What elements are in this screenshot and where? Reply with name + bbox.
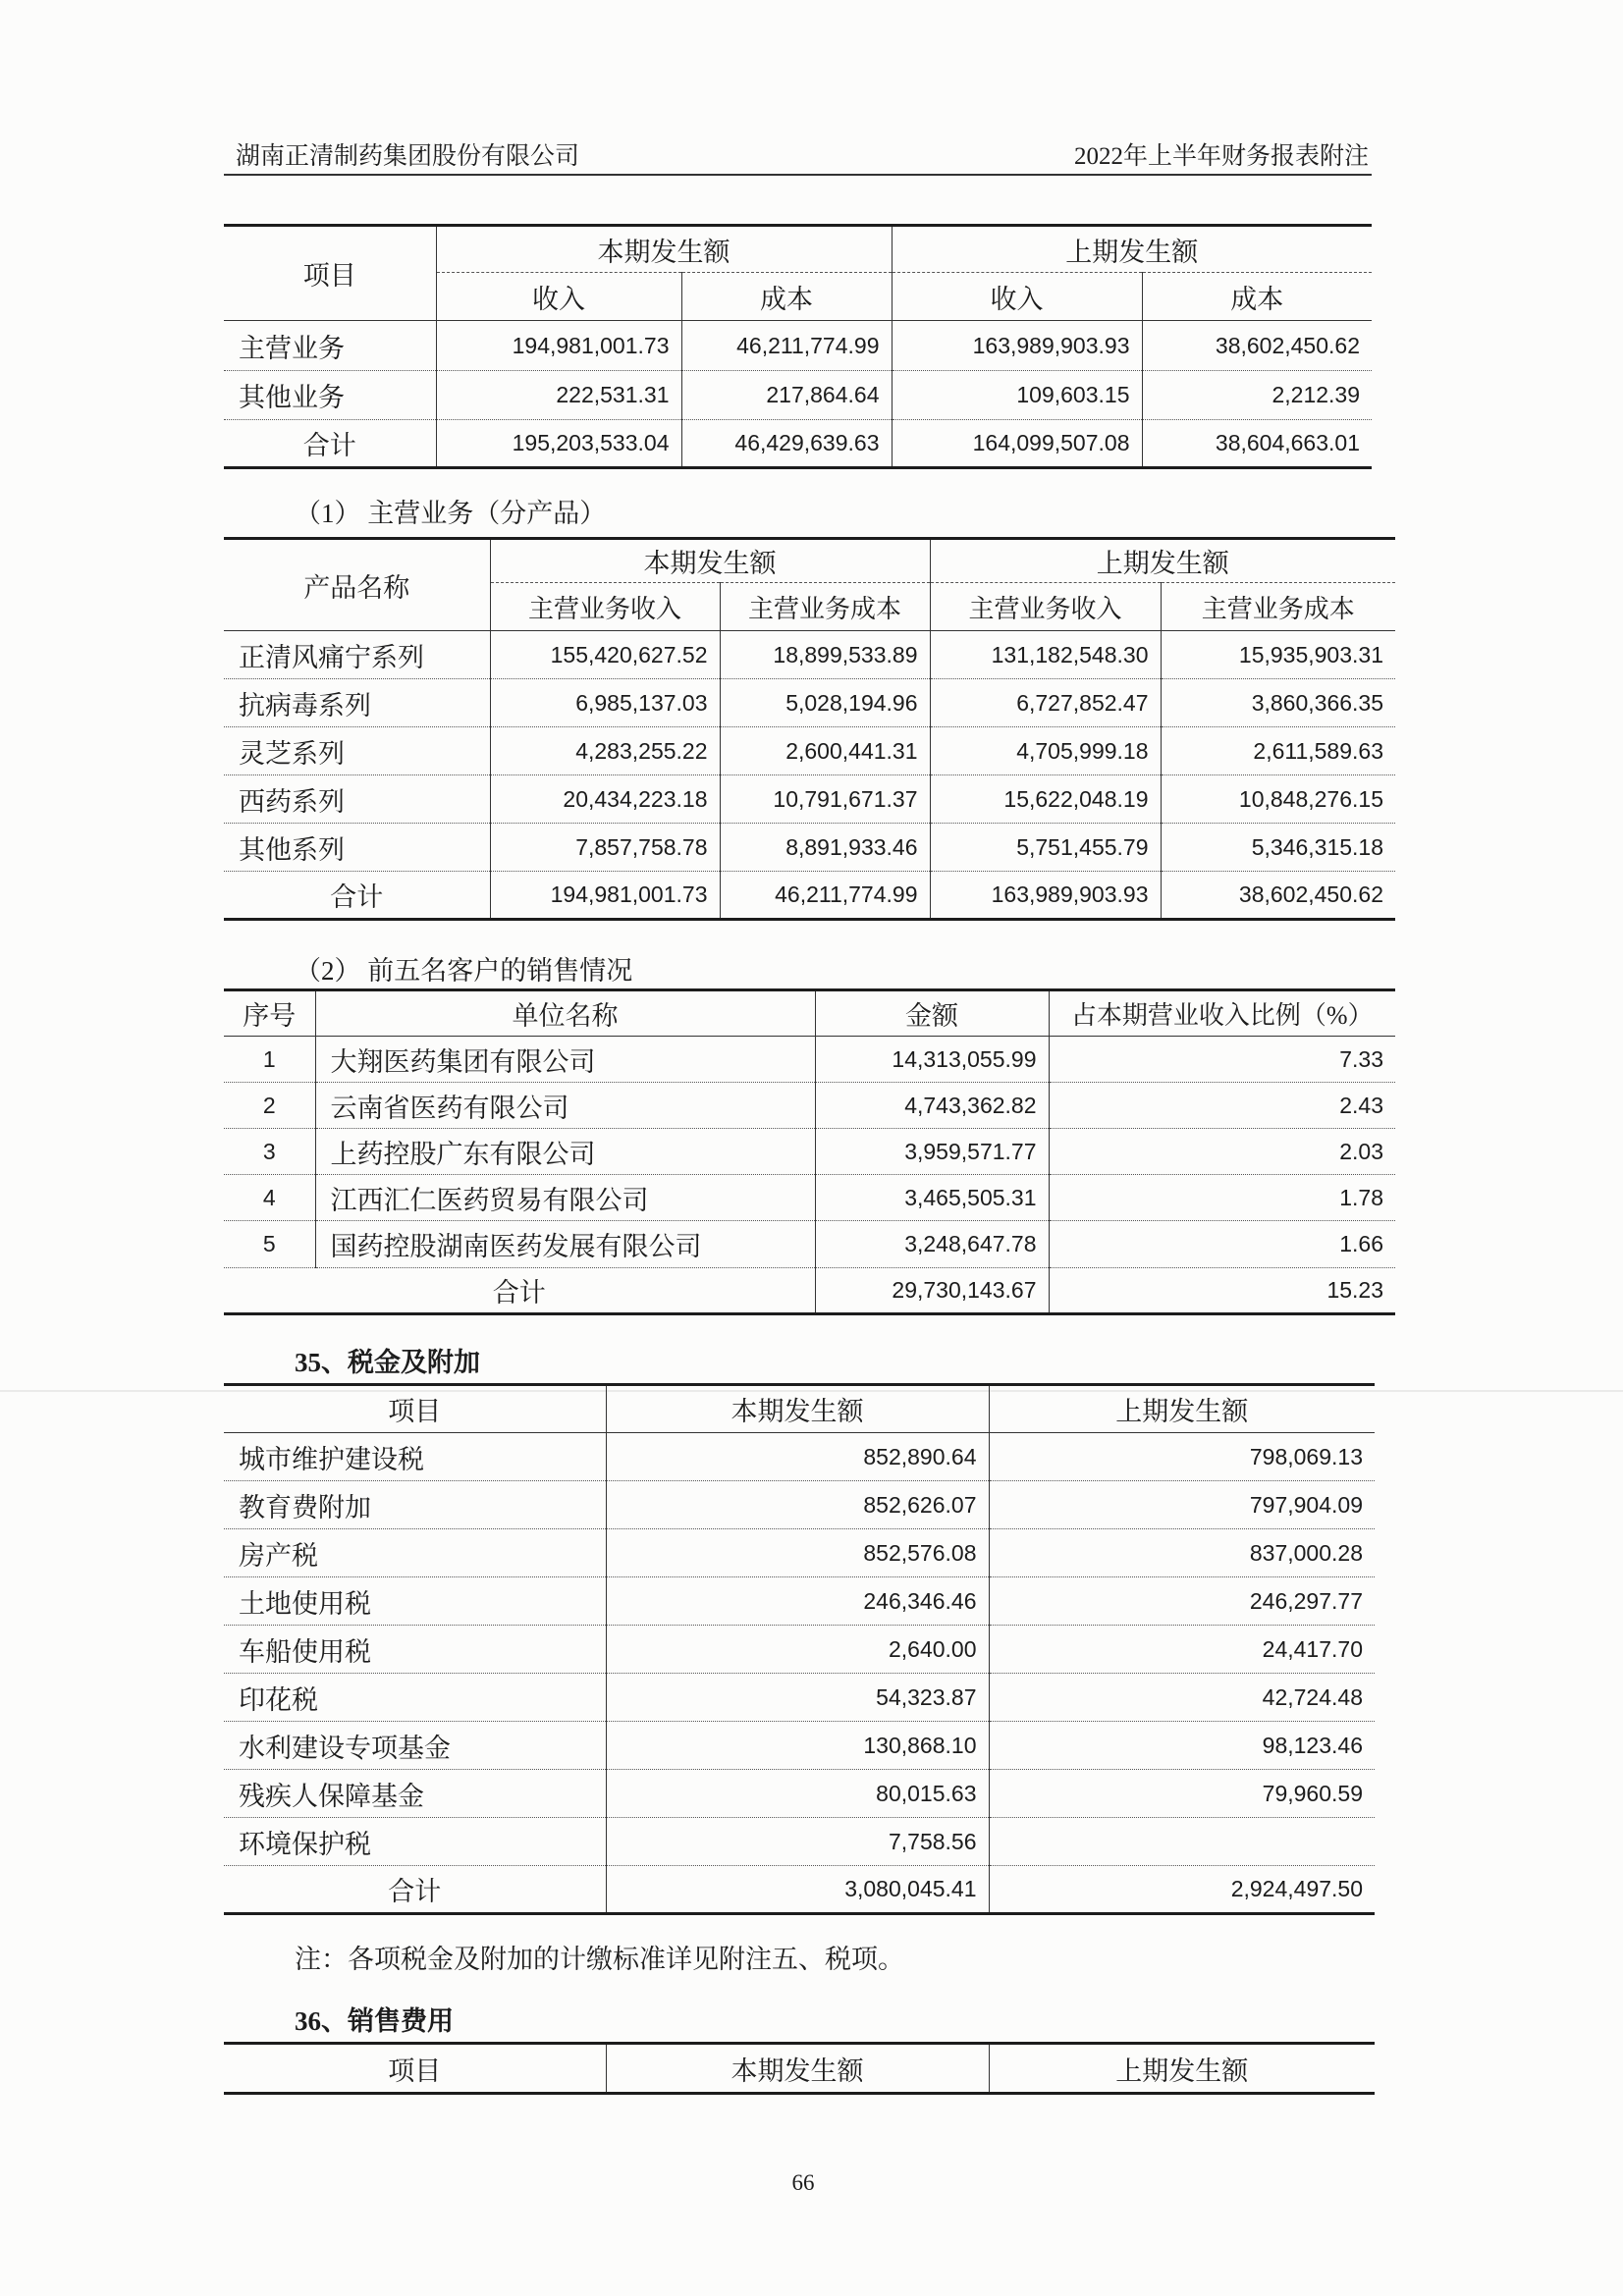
row-number: 5 xyxy=(224,1221,315,1268)
amount-cell: 3,248,647.78 xyxy=(815,1221,1049,1268)
customer-name: 上药控股广东有限公司 xyxy=(315,1129,815,1175)
total-label: 合计 xyxy=(224,1268,815,1314)
tax-item: 环境保护税 xyxy=(224,1818,606,1866)
column-header-current: 本期发生额 xyxy=(606,2044,989,2094)
current-cost-cell: 5,028,194.96 xyxy=(720,679,930,727)
table-row xyxy=(224,727,1395,775)
current-income-cell: 222,531.31 xyxy=(436,371,681,420)
top-customers-table xyxy=(224,988,1395,1315)
tax-item: 房产税 xyxy=(224,1529,606,1577)
table-row xyxy=(224,1083,1395,1129)
product-name: 灵芝系列 xyxy=(224,727,490,775)
page-number: 66 xyxy=(791,2170,815,2195)
total-label: 合计 xyxy=(224,420,436,468)
column-header-item: 项目 xyxy=(224,2044,606,2094)
prior-total: 2,924,497.50 xyxy=(989,1866,1375,1914)
current-cost-cell: 18,899,533.89 xyxy=(720,631,930,679)
current-cost-total: 46,429,639.63 xyxy=(681,420,892,468)
current-amount: 7,758.56 xyxy=(606,1818,989,1866)
prior-cost-cell: 10,848,276.15 xyxy=(1161,775,1395,824)
current-cost-total: 46,211,774.99 xyxy=(720,872,930,920)
amount-cell: 3,465,505.31 xyxy=(815,1175,1049,1221)
customer-name: 云南省医药有限公司 xyxy=(315,1083,815,1129)
total-label: 合计 xyxy=(224,872,490,920)
tax-item: 土地使用税 xyxy=(224,1577,606,1626)
prior-income-cell: 4,705,999.18 xyxy=(930,727,1161,775)
product-name: 抗病毒系列 xyxy=(224,679,490,727)
customer-section-title: （2） 前五名客户的销售情况 xyxy=(295,956,633,986)
column-header-amount: 金额 xyxy=(815,990,1049,1037)
total-row xyxy=(224,1866,1375,1914)
current-amount: 852,890.64 xyxy=(606,1433,989,1481)
current-amount: 852,576.08 xyxy=(606,1529,989,1577)
current-cost-cell: 217,864.64 xyxy=(681,371,892,420)
prior-amount xyxy=(989,1818,1375,1866)
current-amount: 54,323.87 xyxy=(606,1674,989,1722)
ratio-cell: 7.33 xyxy=(1049,1037,1395,1083)
current-amount: 80,015.63 xyxy=(606,1770,989,1818)
column-header-prior: 上期发生额 xyxy=(989,1385,1375,1433)
selling-section-title: 36、销售费用 xyxy=(295,2006,454,2036)
row-number: 3 xyxy=(224,1129,315,1175)
table-row xyxy=(224,1481,1375,1529)
prior-income-cell: 6,727,852.47 xyxy=(930,679,1161,727)
current-cost-cell: 8,891,933.46 xyxy=(720,824,930,872)
customer-name: 大翔医药集团有限公司 xyxy=(315,1037,815,1083)
column-header-no: 序号 xyxy=(224,990,315,1037)
prior-income-cell: 15,622,048.19 xyxy=(930,775,1161,824)
prior-income-cell: 5,751,455.79 xyxy=(930,824,1161,872)
table-row xyxy=(224,321,1372,371)
table-row xyxy=(224,679,1395,727)
prior-income-total: 163,989,903.93 xyxy=(930,872,1161,920)
row-number: 4 xyxy=(224,1175,315,1221)
column-header-current-cost: 成本 xyxy=(681,273,892,321)
header-row xyxy=(224,226,1372,273)
header-row xyxy=(224,1385,1375,1433)
table-row xyxy=(224,824,1395,872)
column-header-prior-income: 主营业务收入 xyxy=(930,583,1161,631)
prior-income-cell: 163,989,903.93 xyxy=(892,321,1142,371)
amount-cell: 14,313,055.99 xyxy=(815,1037,1049,1083)
tax-item: 印花税 xyxy=(224,1674,606,1722)
current-total: 3,080,045.41 xyxy=(606,1866,989,1914)
header-rule xyxy=(224,174,1372,176)
column-header-prior-cost: 成本 xyxy=(1142,273,1372,321)
table-row xyxy=(224,1626,1375,1674)
prior-cost-cell: 38,602,450.62 xyxy=(1142,321,1372,371)
column-header-current-cost: 主营业务成本 xyxy=(720,583,930,631)
header-row xyxy=(224,2044,1375,2094)
prior-amount: 246,297.77 xyxy=(989,1577,1375,1626)
column-header-name: 单位名称 xyxy=(315,990,815,1037)
amount-total: 29,730,143.67 xyxy=(815,1268,1049,1314)
total-row xyxy=(224,1268,1395,1314)
current-income-total: 195,203,533.04 xyxy=(436,420,681,468)
prior-income-cell: 109,603.15 xyxy=(892,371,1142,420)
customer-name: 国药控股湖南医药发展有限公司 xyxy=(315,1221,815,1268)
current-amount: 2,640.00 xyxy=(606,1626,989,1674)
product-section-title: （1） 主营业务（分产品） xyxy=(295,499,607,528)
total-row xyxy=(224,872,1395,920)
company-name: 湖南正清制药集团股份有限公司 xyxy=(236,143,580,170)
column-header-prior-period: 上期发生额 xyxy=(930,539,1395,583)
row-number: 1 xyxy=(224,1037,315,1083)
prior-amount: 98,123.46 xyxy=(989,1722,1375,1770)
customer-name: 江西汇仁医药贸易有限公司 xyxy=(315,1175,815,1221)
tax-note: 注：各项税金及附加的计缴标准详见附注五、税项。 xyxy=(295,1945,904,1974)
header-row xyxy=(224,539,1395,583)
prior-cost-total: 38,604,663.01 xyxy=(1142,420,1372,468)
table-row xyxy=(224,1529,1375,1577)
row-label: 主营业务 xyxy=(224,321,436,371)
header-row xyxy=(224,990,1395,1037)
table-row xyxy=(224,1129,1395,1175)
column-header-item: 项目 xyxy=(224,1385,606,1433)
column-header-product: 产品名称 xyxy=(224,539,490,631)
current-amount: 852,626.07 xyxy=(606,1481,989,1529)
report-title: 2022年上半年财务报表附注 xyxy=(1073,143,1369,170)
tax-item: 教育费附加 xyxy=(224,1481,606,1529)
prior-cost-cell: 5,346,315.18 xyxy=(1161,824,1395,872)
revenue-cost-table xyxy=(224,224,1372,469)
column-header-current: 本期发生额 xyxy=(606,1385,989,1433)
column-header-current-income: 收入 xyxy=(436,273,681,321)
product-name: 正清风痛宁系列 xyxy=(224,631,490,679)
taxes-surcharges-table xyxy=(224,1383,1375,1915)
table-row xyxy=(224,631,1395,679)
row-label: 其他业务 xyxy=(224,371,436,420)
table-row xyxy=(224,1037,1395,1083)
table-row xyxy=(224,1433,1375,1481)
table-row xyxy=(224,1221,1395,1268)
table-row xyxy=(224,1722,1375,1770)
selling-expenses-table xyxy=(224,2042,1375,2095)
product-name: 西药系列 xyxy=(224,775,490,824)
tax-item: 残疾人保障基金 xyxy=(224,1770,606,1818)
current-income-total: 194,981,001.73 xyxy=(490,872,720,920)
amount-cell: 4,743,362.82 xyxy=(815,1083,1049,1129)
current-cost-cell: 10,791,671.37 xyxy=(720,775,930,824)
ratio-cell: 1.66 xyxy=(1049,1221,1395,1268)
table-row xyxy=(224,1770,1375,1818)
prior-cost-cell: 15,935,903.31 xyxy=(1161,631,1395,679)
prior-amount: 798,069.13 xyxy=(989,1433,1375,1481)
tax-item: 城市维护建设税 xyxy=(224,1433,606,1481)
current-income-cell: 7,857,758.78 xyxy=(490,824,720,872)
ratio-cell: 1.78 xyxy=(1049,1175,1395,1221)
row-number: 2 xyxy=(224,1083,315,1129)
table-row xyxy=(224,775,1395,824)
table-row xyxy=(224,1674,1375,1722)
prior-amount: 24,417.70 xyxy=(989,1626,1375,1674)
current-cost-cell: 2,600,441.31 xyxy=(720,727,930,775)
tax-item: 车船使用税 xyxy=(224,1626,606,1674)
current-income-cell: 155,420,627.52 xyxy=(490,631,720,679)
product-name: 其他系列 xyxy=(224,824,490,872)
total-row xyxy=(224,420,1372,468)
current-amount: 130,868.10 xyxy=(606,1722,989,1770)
column-header-prior-income: 收入 xyxy=(892,273,1142,321)
column-header-ratio: 占本期营业收入比例（%） xyxy=(1049,990,1395,1037)
total-label: 合计 xyxy=(224,1866,606,1914)
prior-amount: 79,960.59 xyxy=(989,1770,1375,1818)
table-row xyxy=(224,1175,1395,1221)
current-income-cell: 6,985,137.03 xyxy=(490,679,720,727)
column-header-current-period: 本期发生额 xyxy=(490,539,930,583)
ratio-total: 15.23 xyxy=(1049,1268,1395,1314)
tax-section-title: 35、税金及附加 xyxy=(295,1348,480,1377)
prior-amount: 837,000.28 xyxy=(989,1529,1375,1577)
ratio-cell: 2.03 xyxy=(1049,1129,1395,1175)
prior-cost-cell: 2,212.39 xyxy=(1142,371,1372,420)
current-income-cell: 4,283,255.22 xyxy=(490,727,720,775)
prior-income-cell: 131,182,548.30 xyxy=(930,631,1161,679)
ratio-cell: 2.43 xyxy=(1049,1083,1395,1129)
prior-amount: 797,904.09 xyxy=(989,1481,1375,1529)
current-income-cell: 20,434,223.18 xyxy=(490,775,720,824)
current-cost-cell: 46,211,774.99 xyxy=(681,321,892,371)
column-header-prior-cost: 主营业务成本 xyxy=(1161,583,1395,631)
column-header-item: 项目 xyxy=(224,226,436,321)
prior-cost-cell: 3,860,366.35 xyxy=(1161,679,1395,727)
tax-item: 水利建设专项基金 xyxy=(224,1722,606,1770)
column-header-prior-period: 上期发生额 xyxy=(892,226,1372,273)
column-header-current-period: 本期发生额 xyxy=(436,226,892,273)
current-amount: 246,346.46 xyxy=(606,1577,989,1626)
prior-cost-cell: 2,611,589.63 xyxy=(1161,727,1395,775)
table-row xyxy=(224,1577,1375,1626)
prior-income-total: 164,099,507.08 xyxy=(892,420,1142,468)
current-income-cell: 194,981,001.73 xyxy=(436,321,681,371)
amount-cell: 3,959,571.77 xyxy=(815,1129,1049,1175)
table-row xyxy=(224,1818,1375,1866)
prior-cost-total: 38,602,450.62 xyxy=(1161,872,1395,920)
column-header-current-income: 主营业务收入 xyxy=(490,583,720,631)
prior-amount: 42,724.48 xyxy=(989,1674,1375,1722)
table-row xyxy=(224,371,1372,420)
column-header-prior: 上期发生额 xyxy=(989,2044,1375,2094)
product-revenue-table xyxy=(224,537,1395,921)
